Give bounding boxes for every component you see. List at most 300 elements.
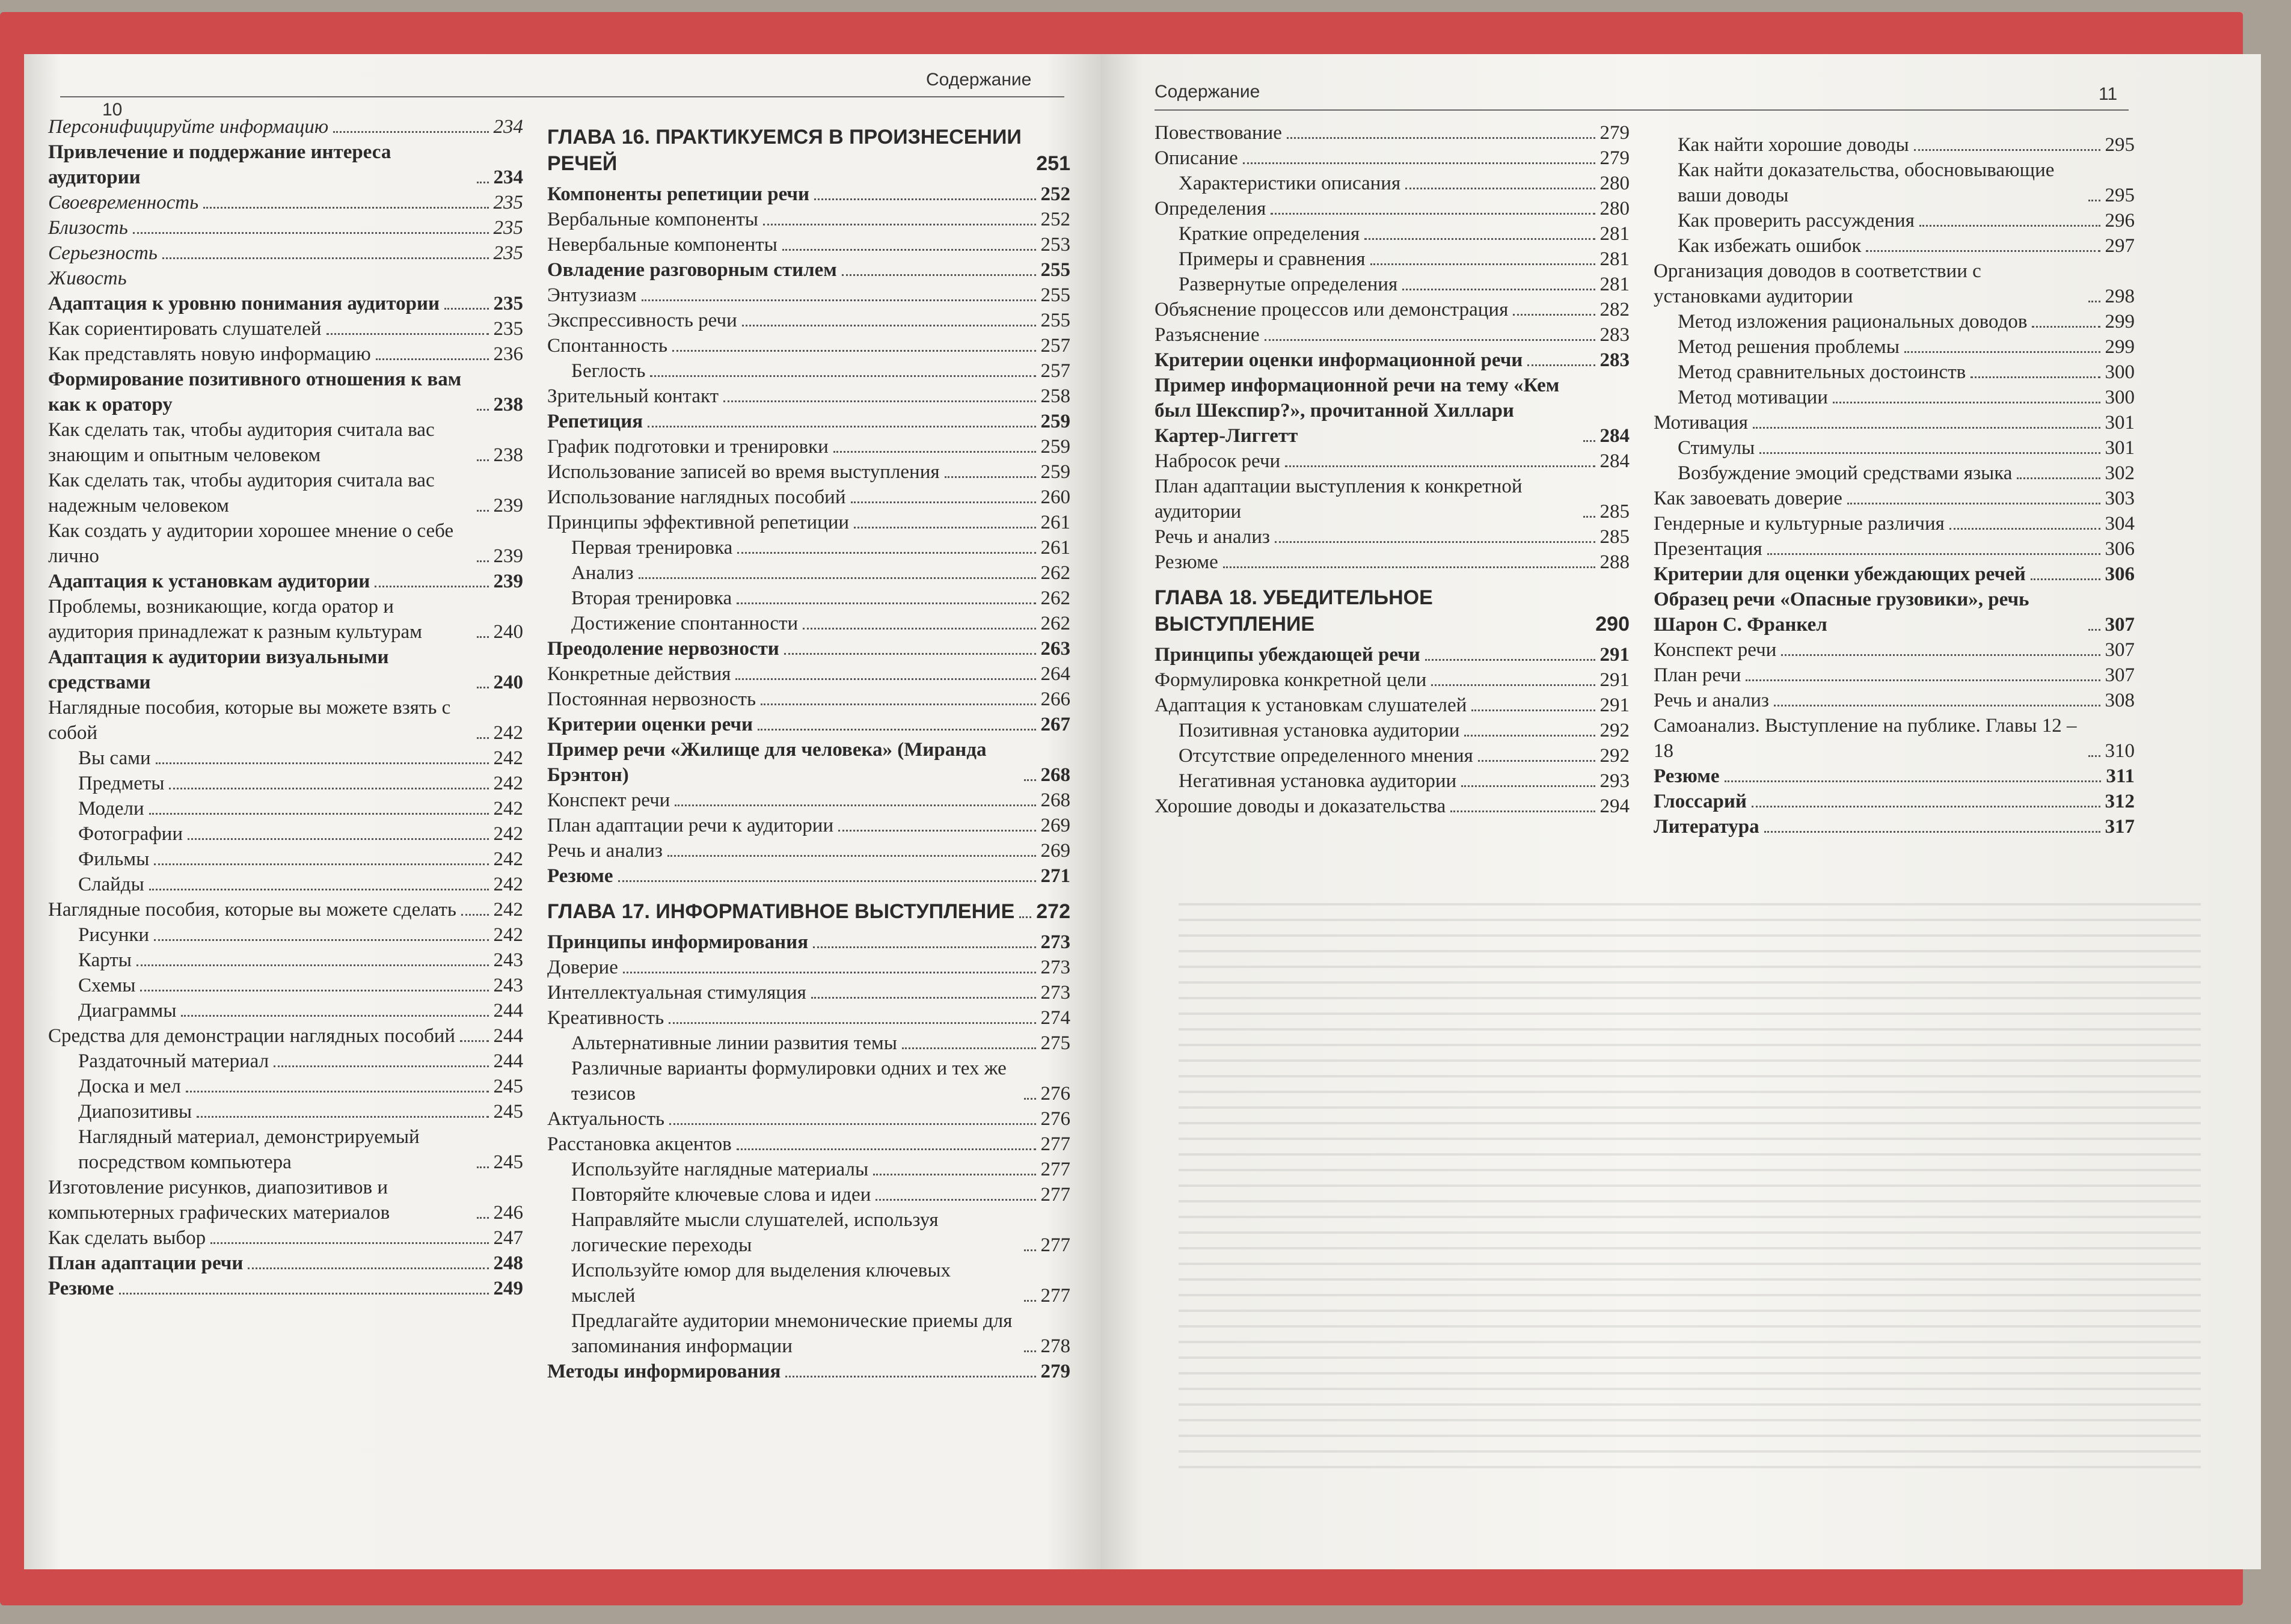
toc-entry[interactable] <box>1654 536 2135 562</box>
entry-title: Объяснение процессов или демонстрация <box>1155 299 1509 320</box>
toc-entry[interactable] <box>48 872 523 897</box>
page-ref: 242 <box>493 848 523 870</box>
entry-title: Примеры и сравнения <box>1179 248 1366 270</box>
page-ref: 244 <box>493 1050 523 1072</box>
toc-entry[interactable] <box>48 316 523 342</box>
toc-entry[interactable] <box>1654 486 2135 511</box>
entry-title: Доверие <box>547 957 618 978</box>
toc-entry[interactable] <box>547 434 1070 459</box>
toc-entry[interactable] <box>48 847 523 872</box>
leader-dots <box>460 1040 488 1042</box>
toc-entry[interactable] <box>48 1175 523 1225</box>
leader-dots <box>813 946 1035 948</box>
entry-title: Фотографии <box>78 823 183 845</box>
entry-title: Литература <box>1654 816 1759 838</box>
entry-title: Вторая тренировка <box>571 587 732 609</box>
entry-title: Беглость <box>571 360 646 382</box>
entry-title: Адаптация к установкам слушателей <box>1155 694 1467 716</box>
page-ref: 242 <box>493 823 523 845</box>
toc-entry[interactable] <box>48 796 523 821</box>
page-ref: 280 <box>1599 198 1630 219</box>
toc-entry[interactable] <box>1155 297 1630 322</box>
page-ref: 267 <box>1040 714 1070 735</box>
toc-entry[interactable] <box>1654 410 2135 435</box>
page-ref: 244 <box>493 1000 523 1022</box>
entry-title: Определения <box>1155 198 1266 219</box>
page-ref: 285 <box>1599 501 1630 522</box>
toc-entry[interactable] <box>1654 587 2135 637</box>
toc-entry[interactable] <box>547 535 1070 560</box>
entry-title: Как сделать выбор <box>48 1227 206 1249</box>
entry-title: Мотивация <box>1654 412 1748 434</box>
page-ref: 243 <box>493 975 523 996</box>
entry-title: Креативность <box>547 1007 664 1029</box>
leader-dots <box>477 182 489 183</box>
page-ref: 245 <box>493 1151 523 1173</box>
toc-entry[interactable] <box>547 687 1070 712</box>
toc-entry[interactable] <box>1654 158 2135 208</box>
leader-dots <box>873 1174 1035 1175</box>
entry-title: Метод мотивации <box>1678 387 1828 408</box>
header-rule <box>60 96 1064 97</box>
leader-dots <box>1752 806 2100 807</box>
toc-entry[interactable] <box>547 384 1070 409</box>
leader-dots <box>1464 735 1595 737</box>
toc-entry[interactable] <box>48 417 523 468</box>
entry-title: План речи <box>1654 664 1741 686</box>
page-ref: 284 <box>1599 425 1630 447</box>
entry-title: Резюме <box>1654 765 1720 787</box>
toc-entry[interactable] <box>547 863 1070 889</box>
leader-dots <box>477 687 489 688</box>
leader-dots <box>149 889 489 890</box>
page-ref: 277 <box>1040 1159 1070 1180</box>
toc-entry[interactable] <box>1654 208 2135 233</box>
leader-dots <box>477 1166 489 1168</box>
page-ref: 244 <box>493 1025 523 1047</box>
leader-dots <box>1949 528 2100 530</box>
toc-entry[interactable] <box>547 838 1070 863</box>
entry-title: Своевременность <box>48 192 199 213</box>
toc-entry[interactable] <box>48 114 523 139</box>
toc-entry[interactable] <box>547 283 1070 308</box>
leader-dots <box>156 762 489 764</box>
page-ref: 251 <box>1036 152 1070 175</box>
entry-title: Возбуждение эмоций средствами языка <box>1678 462 2013 484</box>
toc-entry[interactable] <box>1654 663 2135 688</box>
chapter-heading[interactable] <box>547 124 1070 177</box>
toc-entry[interactable] <box>48 367 523 417</box>
entry-title: Образец речи «Опасные грузовики», речь Шарон С. Франкел <box>1654 589 2029 636</box>
toc-entry[interactable] <box>547 813 1070 838</box>
toc-entry[interactable] <box>1155 322 1630 348</box>
toc-entry[interactable] <box>48 291 523 316</box>
entry-title: Использование записей во время выступления <box>547 461 940 483</box>
entry-title: Презентация <box>1654 538 1762 560</box>
leader-dots <box>1364 238 1595 240</box>
entry-title: Различные варианты формулировки одних и тех же тезисов <box>571 1058 1007 1105</box>
page-ref: 271 <box>1040 865 1070 887</box>
leader-dots <box>785 1376 1035 1377</box>
leader-dots <box>461 914 489 916</box>
page-ref: 276 <box>1040 1108 1070 1130</box>
page-ref: 268 <box>1040 764 1070 786</box>
page-ref: 242 <box>493 924 523 946</box>
leader-dots <box>735 678 1035 680</box>
toc-entry[interactable] <box>48 241 523 266</box>
toc-entry[interactable] <box>1654 334 2135 360</box>
entry-title: Наглядный материал, демонстрируемый посредством компьютера <box>78 1126 420 1173</box>
toc-entry[interactable] <box>48 594 523 645</box>
toc-entry[interactable] <box>48 1276 523 1301</box>
page-ref: 308 <box>2105 690 2135 711</box>
entry-title: Формулировка конкретной цели <box>1155 669 1427 691</box>
toc-entry[interactable] <box>547 930 1070 955</box>
toc-entry[interactable] <box>547 510 1070 535</box>
page-ref: 268 <box>1040 789 1070 811</box>
entry-title: Речь и анализ <box>1155 526 1270 548</box>
toc-entry[interactable] <box>1155 247 1630 272</box>
leader-dots <box>2017 477 2100 479</box>
toc-entry[interactable] <box>1654 461 2135 486</box>
page-ref: 274 <box>1040 1007 1070 1029</box>
toc-entry[interactable] <box>48 1023 523 1049</box>
toc-entry[interactable] <box>547 788 1070 813</box>
entry-title: Принципы эффективной репетиции <box>547 512 850 533</box>
toc-entry[interactable] <box>48 998 523 1023</box>
leader-dots <box>1914 149 2100 151</box>
toc-entry[interactable] <box>547 636 1070 661</box>
entry-title: Как проверить рассуждения <box>1678 210 1915 231</box>
toc-entry[interactable] <box>1155 743 1630 768</box>
toc-entry[interactable] <box>48 922 523 948</box>
page-ref: 300 <box>2105 361 2135 383</box>
leader-dots <box>1402 289 1595 290</box>
toc-entry[interactable] <box>1654 360 2135 385</box>
toc-entry[interactable] <box>547 409 1070 434</box>
toc-entry[interactable] <box>1654 309 2135 334</box>
page-ref: 300 <box>2105 387 2135 408</box>
leader-dots <box>1431 684 1595 686</box>
toc-entry[interactable] <box>48 948 523 973</box>
page-ref: 293 <box>1599 770 1630 792</box>
toc-entry[interactable] <box>1155 120 1630 146</box>
toc-entry[interactable] <box>1155 524 1630 550</box>
entry-title: Как сориентировать слушателей <box>48 318 322 340</box>
page-ref: 292 <box>1599 745 1630 767</box>
toc-entry[interactable] <box>1654 259 2135 309</box>
entry-title: Негативная установка аудитории <box>1179 770 1457 792</box>
toc-entry[interactable] <box>1155 373 1630 449</box>
entry-title: График подготовки и тренировки <box>547 436 829 458</box>
entry-title: План адаптации выступления к конкретной аудитории <box>1155 476 1523 522</box>
toc-entry[interactable] <box>1155 794 1630 819</box>
toc-entry[interactable] <box>547 560 1070 586</box>
page-ref: 281 <box>1599 223 1630 245</box>
toc-entry[interactable] <box>48 645 523 695</box>
leader-dots <box>1774 705 2100 706</box>
leader-dots <box>675 804 1035 806</box>
toc-entry[interactable] <box>547 1258 1070 1308</box>
toc-entry[interactable] <box>547 182 1070 207</box>
leader-dots <box>149 813 489 815</box>
toc-column-right-1 <box>1155 120 1630 819</box>
page-ref: 295 <box>2105 185 2135 206</box>
toc-entry[interactable] <box>1155 667 1630 693</box>
leader-dots <box>375 586 488 587</box>
leader-dots <box>763 224 1036 225</box>
toc-entry[interactable] <box>547 1359 1070 1384</box>
toc-entry[interactable] <box>1155 768 1630 794</box>
toc-entry[interactable] <box>547 980 1070 1005</box>
toc-entry[interactable] <box>48 139 523 190</box>
entry-title: Формирование позитивного отношения к вам как к оратору <box>48 369 462 415</box>
entry-title: Метод сравнительных достоинств <box>1678 361 1966 383</box>
leader-dots <box>154 863 488 865</box>
toc-entry[interactable] <box>48 1074 523 1099</box>
entry-title: Схемы <box>78 975 136 996</box>
page-ref: 288 <box>1599 551 1630 573</box>
page-ref: 276 <box>1040 1083 1070 1105</box>
toc-entry[interactable] <box>48 897 523 922</box>
toc-entry[interactable] <box>1155 550 1630 575</box>
toc-entry[interactable] <box>1654 233 2135 259</box>
toc-entry[interactable] <box>1654 814 2135 839</box>
toc-entry[interactable] <box>1155 693 1630 718</box>
toc-entry[interactable] <box>1155 171 1630 196</box>
entry-title: Вербальные компоненты <box>547 209 758 230</box>
entry-title: Методы информирования <box>547 1361 781 1382</box>
toc-entry[interactable] <box>48 1124 523 1175</box>
toc-entry[interactable] <box>547 737 1070 788</box>
page-ref: 239 <box>493 571 523 592</box>
toc-entry[interactable] <box>1654 764 2135 789</box>
page-ref: 273 <box>1040 982 1070 1004</box>
toc-entry[interactable] <box>1654 435 2135 461</box>
toc-entry[interactable] <box>48 1049 523 1074</box>
toc-entry[interactable] <box>48 569 523 594</box>
entry-title: Конспект речи <box>547 789 670 811</box>
toc-entry[interactable] <box>547 1056 1070 1106</box>
left-page <box>24 54 1100 1569</box>
entry-title: Принципы информирования <box>547 931 809 953</box>
toc-entry[interactable] <box>1654 385 2135 410</box>
leader-dots <box>1243 162 1595 164</box>
leader-dots <box>1725 780 2102 782</box>
leader-dots <box>186 1091 489 1092</box>
chapter-heading[interactable] <box>1155 584 1630 637</box>
toc-entry[interactable] <box>547 712 1070 737</box>
toc-entry[interactable] <box>1155 449 1630 474</box>
entry-title: Невербальные компоненты <box>547 234 777 256</box>
page-ref: 301 <box>2105 437 2135 459</box>
leader-dots <box>667 855 1036 857</box>
toc-entry[interactable] <box>1155 348 1630 373</box>
page-ref: 311 <box>2106 765 2135 787</box>
toc-entry[interactable] <box>1155 196 1630 221</box>
toc-entry[interactable] <box>547 485 1070 510</box>
toc-entry[interactable] <box>1155 221 1630 247</box>
toc-entry[interactable] <box>1654 562 2135 587</box>
page-ref: 292 <box>1599 720 1630 741</box>
toc-entry[interactable] <box>48 1225 523 1251</box>
leader-dots <box>1287 137 1595 139</box>
toc-entry[interactable] <box>1654 789 2135 814</box>
leader-dots <box>203 207 488 209</box>
page-ref: 307 <box>2105 614 2135 636</box>
toc-entry[interactable] <box>48 190 523 215</box>
toc-entry[interactable] <box>547 611 1070 636</box>
toc-entry[interactable] <box>1654 713 2135 764</box>
toc-entry[interactable] <box>1654 132 2135 158</box>
toc-entry[interactable] <box>48 973 523 998</box>
page-ref: 252 <box>1040 209 1070 230</box>
toc-entry[interactable] <box>547 955 1070 980</box>
entry-title: Диаграммы <box>78 1000 177 1022</box>
entry-title: Наглядные пособия, которые вы можете сделать <box>48 899 456 921</box>
toc-entry[interactable] <box>547 232 1070 257</box>
entry-title: Слайды <box>78 874 144 895</box>
toc-entry[interactable] <box>1654 637 2135 663</box>
page-ref: 285 <box>1599 526 1630 548</box>
page-ref: 290 <box>1595 613 1630 636</box>
leader-dots <box>945 476 1036 478</box>
entry-title: Актуальность <box>547 1108 665 1130</box>
toc-entry[interactable] <box>547 358 1070 384</box>
toc-entry[interactable] <box>48 215 523 241</box>
page-ref: 255 <box>1040 310 1070 331</box>
leader-dots <box>210 1242 488 1244</box>
page-ref: 252 <box>1040 183 1070 205</box>
entry-title: Хорошие доводы и доказательства <box>1155 795 1446 817</box>
entry-title: Как представлять новую информацию <box>48 343 371 365</box>
toc-entry[interactable] <box>1654 511 2135 536</box>
leader-dots <box>784 653 1036 655</box>
leader-dots <box>650 375 1035 377</box>
toc-entry[interactable] <box>547 1157 1070 1182</box>
toc-entry[interactable] <box>547 207 1070 232</box>
entry-title: Средства для демонстрации наглядных пособий <box>48 1025 456 1047</box>
toc-entry[interactable] <box>48 266 523 291</box>
toc-entry[interactable] <box>48 746 523 771</box>
leader-dots <box>761 703 1035 705</box>
toc-entry[interactable] <box>1155 642 1630 667</box>
leader-dots <box>1746 679 2100 681</box>
entry-title: Резюме <box>547 865 613 887</box>
leader-dots <box>1513 314 1595 316</box>
leader-dots <box>1271 213 1595 215</box>
entry-title: Резюме <box>1155 551 1218 573</box>
entry-title: Резюме <box>48 1278 114 1299</box>
toc-entry[interactable] <box>547 308 1070 333</box>
page-ref: 249 <box>493 1278 523 1299</box>
page-ref: 266 <box>1040 688 1070 710</box>
leader-dots <box>181 1015 488 1017</box>
toc-entry[interactable] <box>547 333 1070 358</box>
toc-entry[interactable] <box>547 1207 1070 1258</box>
entry-title: Изготовление рисунков, диапозитивов и компьютерных графических материалов <box>48 1177 390 1224</box>
page-ref: 260 <box>1040 486 1070 508</box>
entry-title: Развернутые определения <box>1179 274 1398 295</box>
page-ref: 303 <box>2105 488 2135 509</box>
toc-entry[interactable] <box>48 342 523 367</box>
entry-title: Как избежать ошибок <box>1678 235 1862 257</box>
entry-title: Зрительный контакт <box>547 385 719 407</box>
page-ref: 234 <box>493 116 523 138</box>
leader-dots <box>140 990 488 991</box>
chapter-heading[interactable] <box>547 898 1070 925</box>
page-ref: 277 <box>1040 1285 1070 1307</box>
toc-entry[interactable] <box>48 821 523 847</box>
entry-title: Метод решения проблемы <box>1678 336 1900 358</box>
toc-entry[interactable] <box>1155 272 1630 297</box>
entry-title: Энтузиазм <box>547 284 637 306</box>
entry-title: Критерии для оценки убеждающих речей <box>1654 563 2026 585</box>
toc-entry[interactable] <box>547 1031 1070 1056</box>
toc-entry[interactable] <box>547 1182 1070 1207</box>
toc-entry[interactable] <box>547 661 1070 687</box>
toc-column-left-1 <box>48 114 523 1301</box>
entry-title: Адаптация к установкам аудитории <box>48 571 370 592</box>
leader-dots <box>2088 755 2100 757</box>
toc-entry[interactable] <box>547 1308 1070 1359</box>
entry-title: Пример информационной речи на тему «Кем был Шекспир?», прочитанной Хиллари Картер-Лиггетт <box>1155 375 1560 447</box>
leader-dots <box>842 274 1036 276</box>
leader-dots <box>1753 427 2100 429</box>
page-ref: 258 <box>1040 385 1070 407</box>
toc-entry[interactable] <box>547 257 1070 283</box>
leader-dots <box>1767 553 2100 555</box>
toc-entry[interactable] <box>1155 474 1630 524</box>
entry-title: Пример речи «Жилище для человека» (Миранда Брэнтон) <box>547 739 987 786</box>
toc-entry[interactable] <box>547 1106 1070 1132</box>
entry-title: Конкретные действия <box>547 663 731 685</box>
toc-entry[interactable] <box>48 1099 523 1124</box>
entry-title: Краткие определения <box>1179 223 1360 245</box>
leader-dots <box>2088 301 2100 302</box>
leader-dots <box>737 602 1035 604</box>
leader-dots <box>1024 1098 1036 1100</box>
toc-entry[interactable] <box>1155 718 1630 743</box>
leader-dots <box>333 131 488 133</box>
toc-entry[interactable] <box>48 1251 523 1276</box>
toc-entry[interactable] <box>547 1132 1070 1157</box>
page-ref: 282 <box>1599 299 1630 320</box>
toc-entry[interactable] <box>547 1005 1070 1031</box>
toc-entry[interactable] <box>1155 146 1630 171</box>
toc-entry[interactable] <box>48 771 523 796</box>
leader-dots <box>477 737 489 739</box>
leader-dots <box>623 972 1036 973</box>
leader-dots <box>1919 225 2100 227</box>
toc-entry[interactable] <box>1654 688 2135 713</box>
page-ref: 307 <box>2105 639 2135 661</box>
toc-entry[interactable] <box>547 586 1070 611</box>
page-ref: 242 <box>493 899 523 921</box>
toc-entry[interactable] <box>48 468 523 518</box>
leader-dots <box>1450 810 1595 812</box>
page-ref: 257 <box>1040 335 1070 357</box>
toc-entry[interactable] <box>48 695 523 746</box>
leader-dots <box>477 636 489 638</box>
entry-title: Раздаточный материал <box>78 1050 269 1072</box>
toc-entry[interactable] <box>48 518 523 569</box>
leader-dots <box>618 880 1036 882</box>
leader-dots <box>648 426 1035 427</box>
toc-entry[interactable] <box>547 459 1070 485</box>
entry-title: Компоненты репетиции речи <box>547 183 810 205</box>
leader-dots <box>162 257 489 259</box>
